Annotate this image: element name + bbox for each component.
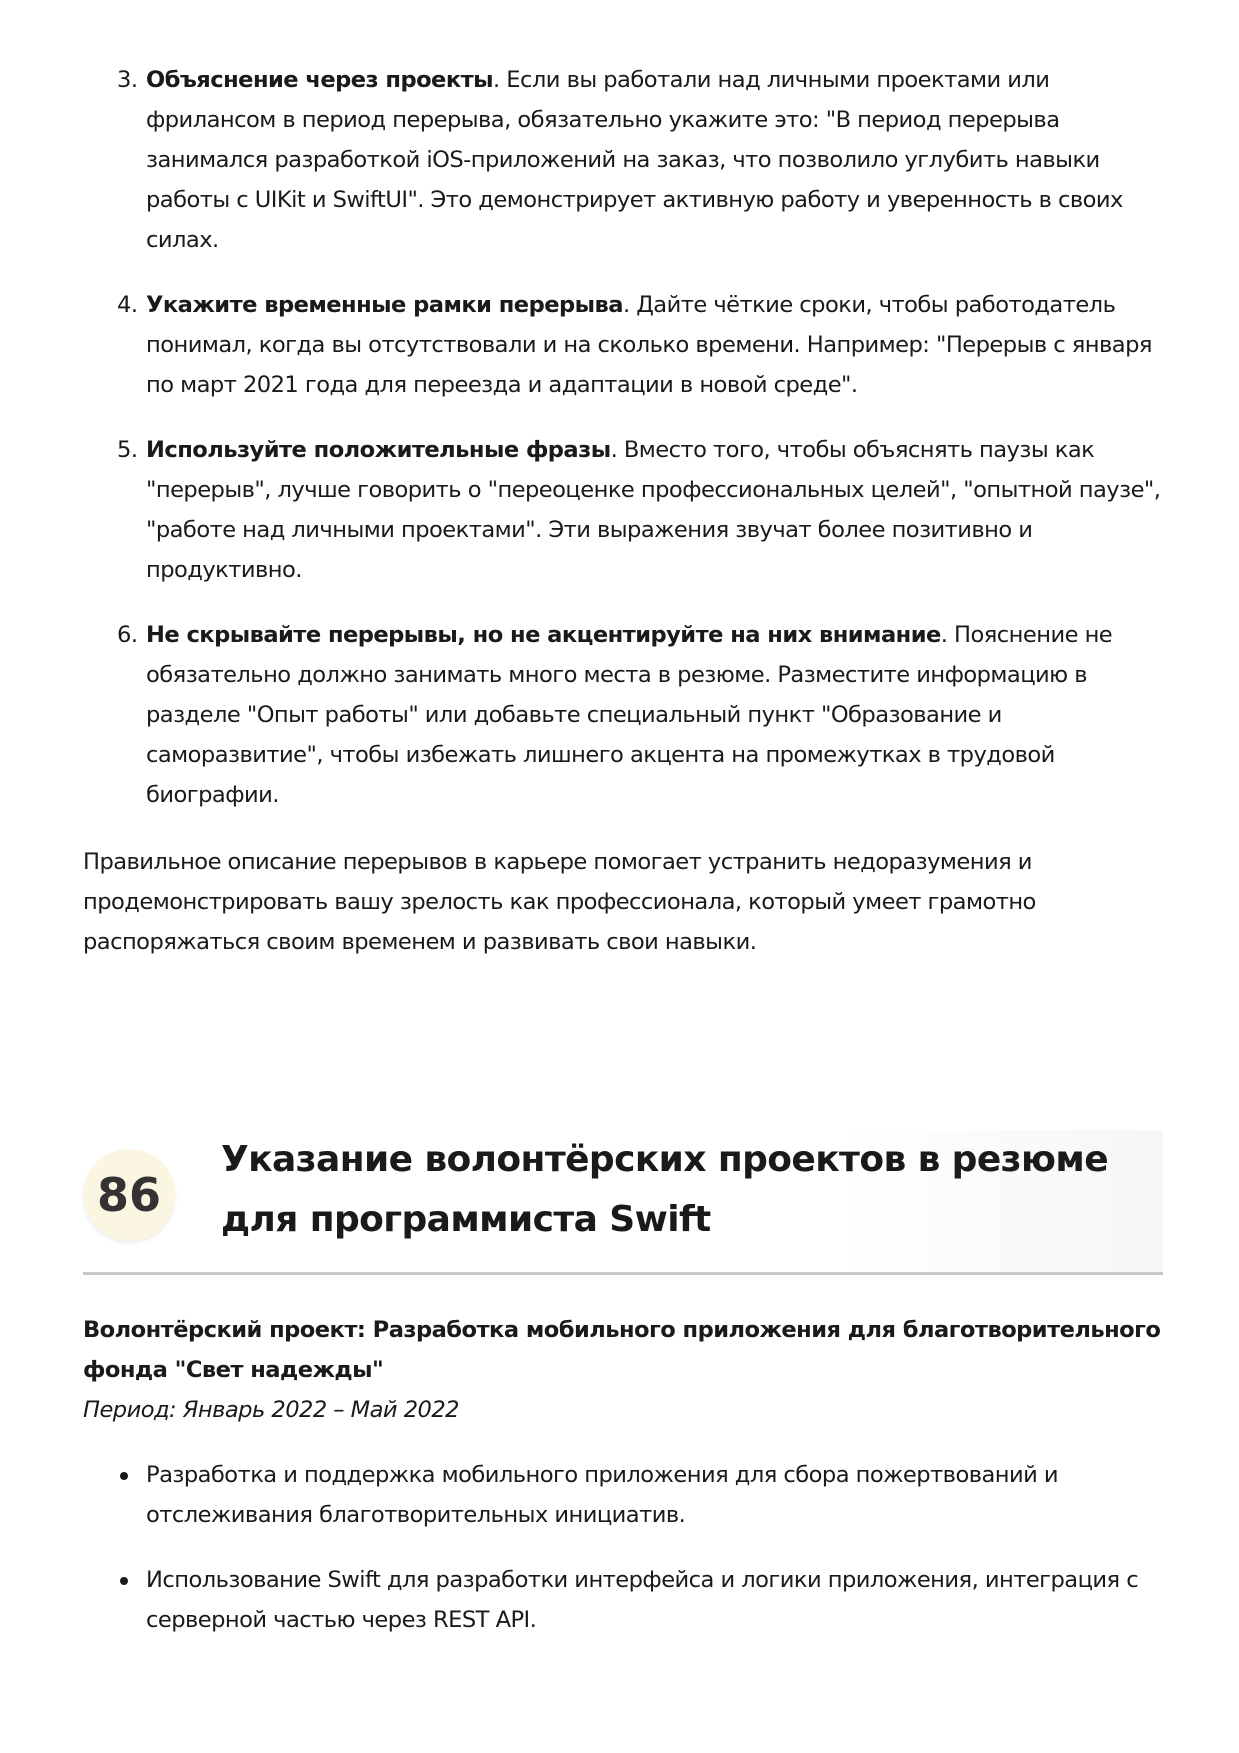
tip-text: . Дайте чёткие сроки, чтобы работодатель понимал, когда вы отсутствовали и на сколько времени. Например: "Перерыв с января по март 2021 года для переезда и адаптации в новой среде". [146,292,1152,398]
list-item [83,1455,1163,1535]
bullet-text: Разработка и поддержка мобильного приложения для сбора пожертвований и отслеживания благотворительных инициатив. [146,1462,1059,1528]
summary-paragraph: Правильное описание перерывов в карьере помогает устранить недоразумения и продемонстрировать вашу зрелость как профессионала, который умеет грамотно распоряжаться своим временем и развивать свои навыки. [83,849,1036,955]
tip-item-5 [83,430,1163,590]
tips-list [83,60,1163,840]
bullet-dot-icon [120,1472,128,1480]
tip-number: 5. [117,437,138,463]
tip-text: . Пояснение не обязательно должно занимать много места в резюме. Разместите информацию в разделе "Опыт работы" или добавьте специальный пункт "Образование и саморазвитие", чтобы избежать лишнего акцента на промежутках в трудовой биографии. [146,622,1113,808]
tip-item-6 [83,615,1163,815]
section-number-badge: 86 [83,1149,175,1241]
project-period: Период: Январь 2022 – Май 2022 [83,1397,459,1423]
bullet-text: Использование Swift для разработки интерфейса и логики приложения, интеграция с серверной частью через REST API. [146,1567,1139,1633]
tip-heading: Используйте положительные фразы [146,437,611,463]
tip-text: . Вместо того, чтобы объяснять паузы как "перерыв", лучше говорить о "переоценке профессиональных целей", "опытной паузе", "работе над личными проектами". Эти выражения звучат более позитивно и продуктивно. [146,437,1161,583]
tip-heading: Укажите временные рамки перерыва [146,292,623,318]
tip-number: 6. [117,622,138,648]
bullet-dot-icon [120,1577,128,1585]
tip-item-4 [83,285,1163,405]
project-bullets [83,1455,1163,1665]
list-item [83,1560,1163,1640]
section-header [83,1130,1163,1275]
tip-heading: Объяснение через проекты [146,67,494,93]
section-title: Указание волонтёрских проектов в резюме для программиста Swift [221,1139,1109,1240]
tip-item-3 [83,60,1163,260]
tip-heading: Не скрывайте перерывы, но не акцентируйте на них внимание [146,622,941,648]
tip-number: 3. [117,67,138,93]
tip-number: 4. [117,292,138,318]
tip-text: . Если вы работали над личными проектами или фрилансом в период перерыва, обязательно укажите это: "В период перерыва занимался разработкой iOS-приложений на заказ, что позволило углубить навыки работы с UIKit и SwiftUI". Это демонстрирует активную работу и уверенность в своих силах. [146,67,1123,253]
project-title: Волонтёрский проект: Разработка мобильного приложения для благотворительного фонда "Свет надежды" [83,1317,1161,1383]
